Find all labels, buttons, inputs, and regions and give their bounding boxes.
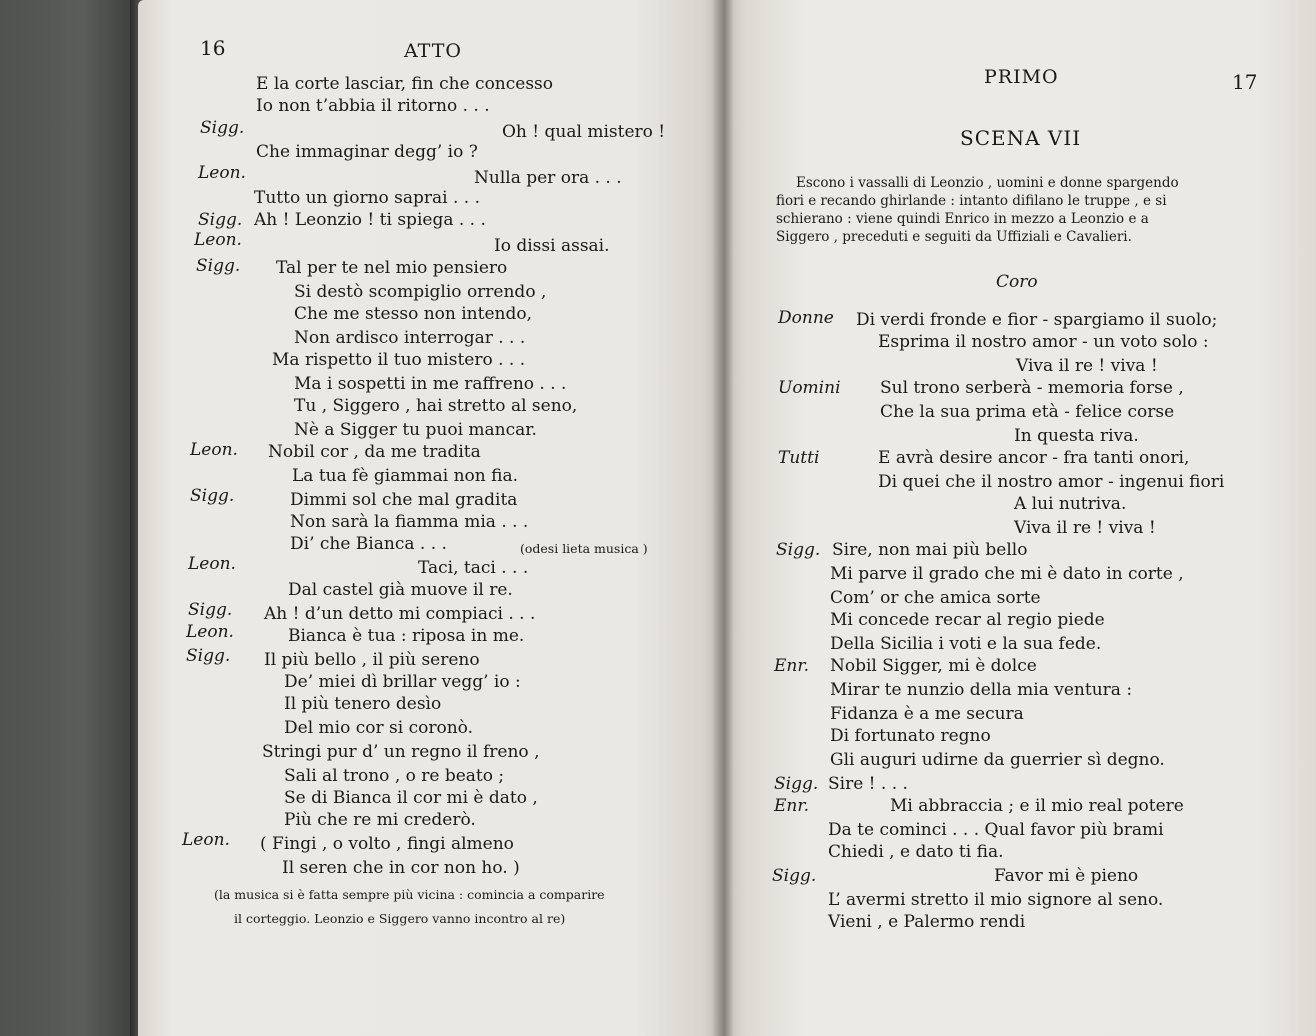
running-head-left: ATTO [404, 40, 462, 62]
verse-line: Stringi pur d’ un regno il freno , [262, 742, 540, 762]
verse-line: La tua fè giammai non fia. [292, 466, 518, 486]
verse-line: Se di Bianca il cor mi è dato , [284, 788, 538, 808]
verse-line: Vieni , e Palermo rendi [828, 912, 1026, 932]
right-page [722, 0, 1316, 1036]
verse-line: ( Fingi , o volto , fingi almeno [260, 834, 514, 854]
verse-line: Sali al trono , o re beato ; [284, 766, 505, 786]
speaker-label: Sigg. [190, 486, 235, 506]
scene-title: SCENA VII [960, 126, 1082, 150]
stage-direction-line: Escono i vassalli di Leonzio , uomini e donne spargendo [796, 175, 1179, 191]
verse-line: Taci, taci . . . [418, 558, 529, 578]
speaker-label: Sigg. [188, 600, 233, 620]
verse-line: Di fortunato regno [830, 726, 991, 746]
verse-line: De’ miei dì brillar vegg’ io : [284, 672, 521, 692]
verse-line: Mi abbraccia ; e il mio real potere [890, 796, 1184, 816]
stage-direction-line: Siggero , preceduti e seguiti da Uffiziali e Cavalieri. [776, 229, 1132, 245]
verse-line: E la corte lasciar, fin che concesso [256, 74, 554, 94]
verse-line: Il seren che in cor non ho. ) [282, 858, 520, 878]
verse-line: Della Sicilia i voti e la sua fede. [830, 634, 1102, 654]
book-gutter [712, 0, 734, 1036]
speaker-label: Sigg. [186, 646, 231, 666]
verse-line: Del mio cor si coronò. [284, 718, 473, 738]
verse-line: Nobil cor , da me tradita [268, 442, 481, 462]
verse-line: Oh ! qual mistero ! [502, 122, 666, 142]
verse-line: Il più tenero desìo [284, 694, 442, 714]
verse-line: Che la sua prima età - felice corse [880, 402, 1175, 422]
speaker-label: Enr. [774, 796, 810, 816]
verse-line: A lui nutriva. [1014, 494, 1127, 514]
speaker-label: Tutti [778, 448, 820, 468]
verse-line: Sire, non mai più bello [832, 540, 1028, 560]
speaker-label: Sigg. [772, 866, 817, 886]
verse-line: Dal castel già muove il re. [288, 580, 513, 600]
stage-direction-line: fiori e recando ghirlande : intanto difilano le truppe , e si [776, 193, 1167, 209]
verse-line: Mi parve il grado che mi è dato in corte , [830, 564, 1184, 584]
verse-line: L’ avermi stretto il mio signore al seno. [828, 890, 1164, 910]
verse-line: Com’ or che amica sorte [830, 588, 1041, 608]
verse-line: E avrà desire ancor - fra tanti onori, [878, 448, 1190, 468]
verse-line: Viva il re ! viva ! [1016, 356, 1158, 376]
verse-line: Nè a Sigger tu puoi mancar. [294, 420, 537, 440]
verse-line: Mirar te nunzio della mia ventura : [830, 680, 1133, 700]
speaker-label: Sigg. [196, 256, 241, 276]
speaker-label: Leon. [182, 830, 230, 850]
verse-line: Favor mi è pieno [994, 866, 1139, 886]
speaker-label: Leon. [198, 163, 246, 183]
speaker-label: Sigg. [200, 118, 245, 138]
verse-line: Bianca è tua : riposa in me. [288, 626, 525, 646]
verse-line: Più che re mi crederò. [284, 810, 476, 830]
speaker-label: Leon. [190, 440, 238, 460]
verse-line: Io dissi assai. [494, 236, 610, 256]
left-page [138, 0, 722, 1036]
speaker-label: Sigg. [774, 774, 819, 794]
stage-note-bottom: (la musica si è fatta sempre più vicina : comincia a comparire [214, 887, 605, 902]
verse-line: Tal per te nel mio pensiero [276, 258, 508, 278]
page-number-right: 17 [1232, 70, 1258, 94]
stage-note-inline: (odesi lieta musica ) [520, 541, 648, 556]
verse-line: Il più bello , il più sereno [264, 650, 480, 670]
verse-line: In questa riva. [1014, 426, 1139, 446]
verse-line: Io non t’abbia il ritorno . . . [256, 96, 490, 116]
verse-line: Esprima il nostro amor - un voto solo : [878, 332, 1209, 352]
verse-line: Non ardisco interrogar . . . [294, 328, 526, 348]
verse-line: Di verdi fronde e fior - spargiamo il suolo; [856, 310, 1218, 330]
verse-line: Chiedi , e dato ti fia. [828, 842, 1004, 862]
verse-line: Che me stesso non intendo, [294, 304, 532, 324]
verse-line: Ma i sospetti in me raffreno . . . [294, 374, 567, 394]
chorus-heading: Coro [996, 272, 1038, 292]
speaker-label: Uomini [778, 378, 841, 398]
verse-line: Si destò scompiglio orrendo , [294, 282, 547, 302]
verse-line: Ma rispetto il tuo mistero . . . [272, 350, 526, 370]
verse-line: Di’ che Bianca . . . [290, 534, 447, 554]
verse-line: Nulla per ora . . . [474, 168, 622, 188]
verse-line: Sul trono serberà - memoria forse , [880, 378, 1184, 398]
speaker-label: Leon. [188, 554, 236, 574]
speaker-label: Sigg. [198, 210, 243, 230]
speaker-label: Enr. [774, 656, 810, 676]
verse-line: Gli auguri udirne da guerrier sì degno. [830, 750, 1165, 770]
speaker-label: Leon. [186, 622, 234, 642]
stage-direction-line: schierano : viene quindi Enrico in mezzo a Leonzio e a [776, 211, 1149, 227]
verse-line: Fidanza è a me secura [830, 704, 1024, 724]
page-number-left: 16 [200, 36, 226, 60]
verse-line: Tu , Siggero , hai stretto al seno, [294, 396, 578, 416]
verse-line: Viva il re ! viva ! [1014, 518, 1156, 538]
verse-line: Nobil Sigger, mi è dolce [830, 656, 1037, 676]
verse-line: Tutto un giorno saprai . . . [254, 188, 481, 208]
verse-line: Non sarà la fiamma mia . . . [290, 512, 529, 532]
verse-line: Sire ! . . . [828, 774, 908, 794]
verse-line: Ah ! d’un detto mi compiaci . . . [264, 604, 536, 624]
verse-line: Ah ! Leonzio ! ti spiega . . . [254, 210, 486, 230]
speaker-label: Donne [778, 308, 834, 328]
verse-line: Mi concede recar al regio piede [830, 610, 1105, 630]
verse-line: Da te cominci . . . Qual favor più brami [828, 820, 1164, 840]
running-head-right: PRIMO [984, 66, 1059, 88]
stage-note-bottom: il corteggio. Leonzio e Siggero vanno incontro al re) [234, 911, 566, 926]
speaker-label: Sigg. [776, 540, 821, 560]
speaker-label: Leon. [194, 230, 242, 250]
verse-line: Di quei che il nostro amor - ingenui fiori [878, 472, 1225, 492]
verse-line: Dimmi sol che mal gradita [290, 490, 518, 510]
book-cover-board [0, 0, 140, 1036]
verse-line: Che immaginar degg’ io ? [256, 142, 478, 162]
